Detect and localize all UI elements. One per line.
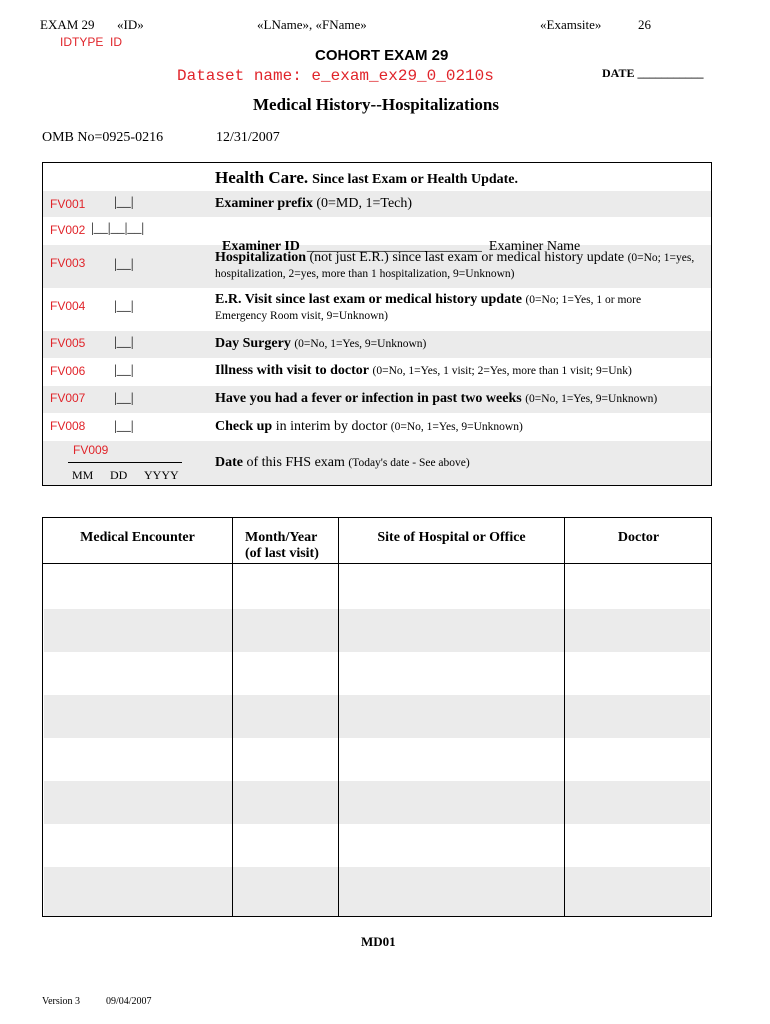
date-entry-line[interactable] <box>68 462 182 463</box>
table-row-band <box>44 695 710 738</box>
page-number: 26 <box>638 17 651 32</box>
fv006-code: FV006 <box>50 364 86 378</box>
idtype-label: IDTYPE ID <box>60 35 123 49</box>
date-label: DATE ___________ <box>602 66 704 80</box>
table-row-band <box>44 609 710 652</box>
form-title: Medical History--Hospitalizations <box>253 95 500 114</box>
fv003-code: FV003 <box>50 256 86 270</box>
date-dd-label: DD <box>110 468 128 482</box>
fv003-question: Hospitalization (not just E.R.) since last exam or medical history update (0=No; 1=yes, hospitalization, 2=yes, more than 1 hospitalization, 9=Unknown) <box>215 250 695 280</box>
fv009-question: Date of this FHS exam (Today's date - See above) <box>215 455 470 470</box>
fv002-question: Examiner ID _________________________ Examiner Name <box>222 239 581 254</box>
dataset-name: Dataset name: e_exam_ex29_0_0210s <box>177 67 494 85</box>
cohort-title: COHORT EXAM 29 <box>315 47 449 64</box>
omb-number: OMB No=0925-0216 <box>42 130 164 145</box>
exam-site-field: «Examsite» <box>540 17 602 32</box>
column-header-medical-encounter: Medical Encounter <box>80 530 195 545</box>
fv005-question: Day Surgery (0=No, 1=Yes, 9=Unknown) <box>215 336 427 351</box>
fv002-answer-box[interactable]: |__|__|__| <box>91 221 145 236</box>
exam-number: EXAM 29 <box>40 17 95 32</box>
column-header-site: Site of Hospital or Office <box>377 530 526 545</box>
fv001-code: FV001 <box>50 197 86 211</box>
fv005-code: FV005 <box>50 336 86 350</box>
fv001-answer-box[interactable]: |__| <box>114 195 134 210</box>
fv007-answer-box[interactable]: |__| <box>114 391 134 406</box>
version-label: Version 3 <box>42 996 81 1007</box>
form-code: MD01 <box>361 934 396 949</box>
date-blank[interactable]: ___________ <box>637 66 704 80</box>
fv004-code: FV004 <box>50 299 86 313</box>
table-row-band <box>44 781 710 824</box>
date-yyyy-label: YYYY <box>144 468 179 482</box>
fv007-question: Have you had a fever or infection in past two weeks (0=No, 1=Yes, 9=Unknown) <box>215 391 658 406</box>
fv008-code: FV008 <box>50 419 86 433</box>
fv008-question: Check up in interim by doctor (0=No, 1=Yes, 9=Unknown) <box>215 419 523 434</box>
column-header-doctor: Doctor <box>617 530 660 545</box>
fv006-question: Illness with visit to doctor (0=No, 1=Yes, 1 visit; 2=Yes, more than 1 visit; 9=Unk) <box>215 363 632 378</box>
participant-name-field: «LName», «FName» <box>257 17 367 32</box>
column-header-month-year: Month/Year (of last visit) <box>245 530 319 561</box>
date-mm-label: MM <box>72 468 94 482</box>
fv001-question: Examiner prefix (0=MD, 1=Tech) <box>215 196 413 211</box>
fv006-answer-box[interactable]: |__| <box>114 363 134 378</box>
table-row-band <box>44 867 710 916</box>
fv008-answer-box[interactable]: |__| <box>114 419 134 434</box>
omb-expiration-date: 12/31/2007 <box>216 130 280 145</box>
fv005-answer-box[interactable]: |__| <box>114 335 134 350</box>
participant-id-field: «ID» <box>117 17 144 32</box>
health-care-heading: Health Care. Since last Exam or Health Update. <box>215 168 519 187</box>
fv004-answer-box[interactable]: |__| <box>114 299 134 314</box>
fv007-code: FV007 <box>50 391 86 405</box>
fv002-code: FV002 <box>50 223 86 237</box>
fv003-answer-box[interactable]: |__| <box>114 257 134 272</box>
fv004-question: E.R. Visit since last exam or medical history update (0=No; 1=Yes, 1 or more Emergency Room visit, 9=Unknown) <box>215 292 642 322</box>
fv009-code: FV009 <box>73 443 109 457</box>
medical-encounter-table <box>42 517 712 917</box>
version-date: 09/04/2007 <box>106 996 152 1007</box>
